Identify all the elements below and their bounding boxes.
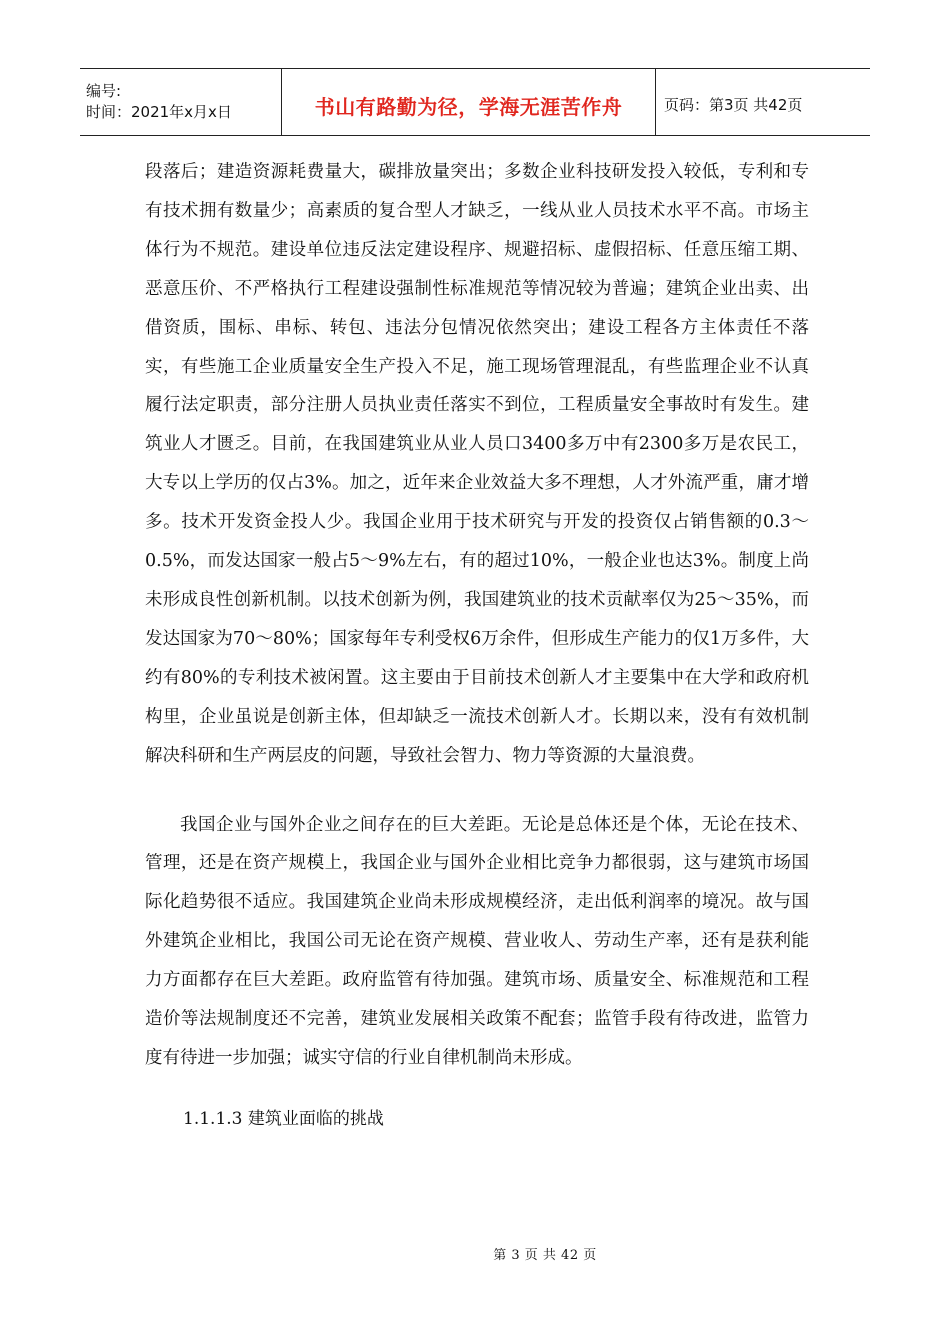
- document-number-label: 编号:: [86, 82, 122, 100]
- document-body: [145, 153, 809, 1139]
- header-motto: [282, 69, 656, 135]
- body-paragraph-2: 我国企业与国外企业之间存在的巨大差距。无论是总体还是个体，无论在技术、管理，还是在资产规模上，我国企业与国外企业相比竞争力都很弱，这与建筑市场国际化趋势很不适应。我国建筑企业尚未形成规模经济，走出低利润率的境况。故与国外建筑企业相比，我国公司无论在资产规模、营业收人、劳动生产率，还有是获利能力方面都存在巨大差距。政府监管有待加强。建筑市场、质量安全、标准规范和工程造价等法规制度还不完善，建筑业发展相关政策不配套；监管手段有待改进，监管力度有待进一步加强；诚实守信的行业自律机制尚未形成。: [145, 814, 809, 1068]
- paragraph-spacer: [145, 1078, 809, 1100]
- footer-page-number: 第 3 页 共 42 页: [493, 1248, 597, 1263]
- paragraph-spacer: [145, 776, 809, 806]
- section-heading: 1.1.1.3 建筑业面临的挑战: [183, 1108, 384, 1129]
- document-header: [80, 68, 870, 136]
- page-footer: [0, 1244, 950, 1263]
- header-meta: [80, 69, 282, 135]
- document-time-label: 时间：2021年x月x日: [86, 103, 232, 121]
- motto-text: 书山有路勤为径，学海无涯苦作舟: [314, 94, 623, 119]
- header-page-info: [656, 69, 870, 135]
- body-paragraph-1: 段落后；建造资源耗费量大，碳排放量突出；多数企业科技研发投入较低，专利和专有技术拥有数量少；高素质的复合型人才缺乏，一线从业人员技术水平不高。市场主体行为不规范。建设单位违反法定建设程序、规避招标、虚假招标、任意压缩工期、恶意压价、不严格执行工程建设强制性标准规范等情况较为普遍；建筑企业出卖、出借资质，围标、串标、转包、违法分包情况依然突出；建设工程各方主体责任不落实，有些施工企业质量安全生产投入不足，施工现场管理混乱，有些监理企业不认真履行法定职责，部分注册人员执业责任落实不到位，工程质量安全事故时有发生。建筑业人才匮乏。目前，在我国建筑业从业人员口3400多万中有2300多万是农民工，大专以上学历的仅占3%。加之，近年来企业效益大多不理想，人才外流严重，庸才增多。技术开发资金投人少。我国企业用于技术研究与开发的投资仅占销售额的0.3～0.5%，而发达国家一般占5～9%左右，有的超过10%，一般企业也达3%。制度上尚未形成良性创新机制。以技术创新为例，我国建筑业的技术贡献率仅为25～35%，而发达国家为70～80%；国家每年专利受权6万余件，但形成生产能力的仅1万多件，大约有80%的专利技术被闲置。这主要由于目前技术创新人才主要集中在大学和政府机构里，企业虽说是创新主体，但却缺乏一流技术创新人才。长期以来，没有有效机制解决科研和生产两层皮的问题，导致社会智力、物力等资源的大量浪费。: [145, 162, 809, 766]
- page-number-label: 页码：第3页 共42页: [664, 95, 803, 114]
